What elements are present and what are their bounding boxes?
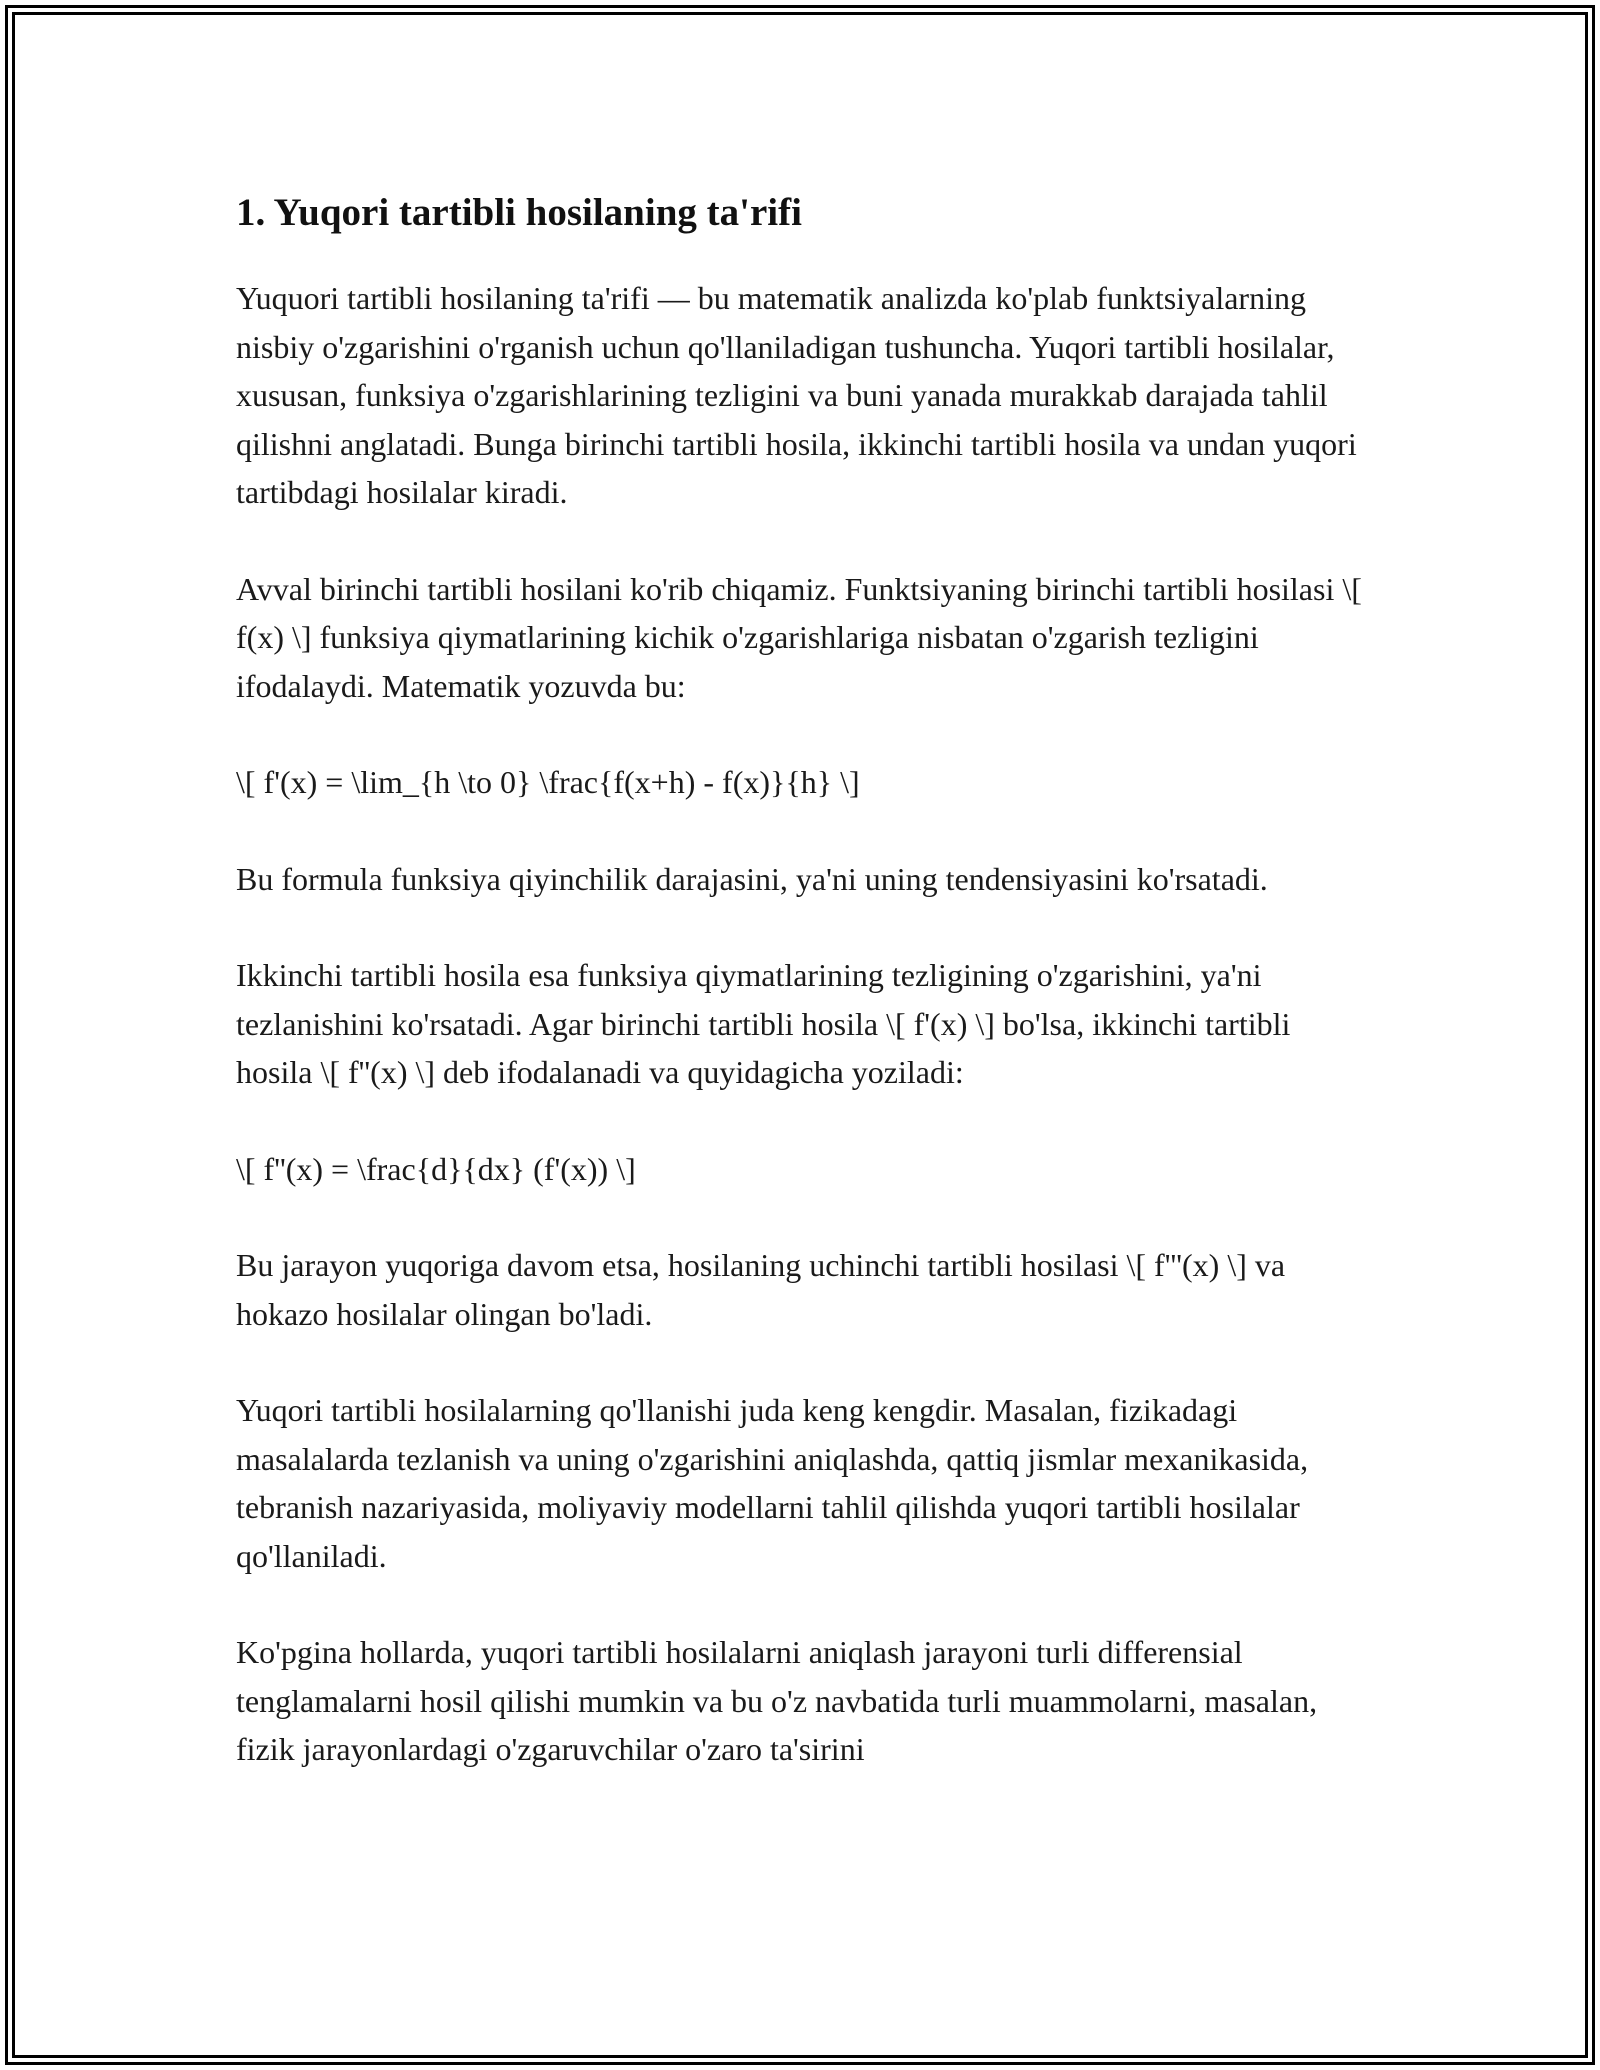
paragraph-differential-equations: Ko'pgina hollarda, yuqori tartibli hosilalarni aniqlash jarayoni turli differensial tenglamalarni hosil qilishi mumkin va bu o'z navbatida turli muammolarni, masalan, fizik jarayonlardagi o'zgaruvchilar o'zaro ta'sirini: [236, 1634, 1318, 1767]
paragraph-definition: Yuquori tartibli hosilaning ta'rifi — bu matematik analizda ko'plab funktsiyalarning nisbiy o'zgarishini o'rganish uchun qo'llaniladigan tushuncha. Yuqori tartibli hosilalar, xususan, funksiya o'zgarishlarining tezligini va buni yanada murakkab darajada tahlil qilishni anglatadi. Bunga birinchi tartibli hosila, ikkinchi tartibli hosila va undan yuqori tartibdagi hosilalar kiradi.: [236, 280, 1357, 510]
paragraph-formula-meaning: Bu formula funksiya qiyinchilik darajasini, ya'ni uning tendensiyasini ko'rsatadi.: [236, 860, 1268, 897]
section-heading: 1. Yuqori tartibli hosilaning ta'rifi: [236, 191, 802, 234]
paragraph-second-derivative: Ikkinchi tartibli hosila esa funksiya qiymatlarining tezligining o'zgarishini, ya'ni tezlanishini ko'rsatadi. Agar birinchi tartibli hosila \[ f'(x) \] bo'lsa, ikkinchi tartibli hosila \[ f''(x) \] deb ifodalanadi va quyidagicha yoziladi:: [236, 957, 1291, 1090]
paragraph-applications: Yuqori tartibli hosilalarning qo'llanishi juda keng kengdir. Masalan, fizikadagi masalalarda tezlanish va uning o'zgarishini aniqlashda, qattiq jismlar mexanikasida, tebranish nazariyasida, moliyaviy modellarni tahlil qilishda yuqori tartibli hosilalar qo'llaniladi.: [236, 1392, 1309, 1574]
formula-first-derivative: \[ f'(x) = \lim_{h \to 0} \frac{f(x+h) - f(x)}{h} \]: [236, 764, 860, 800]
formula-second-derivative: \[ f''(x) = \frac{d}{dx} (f'(x)) \]: [236, 1150, 636, 1187]
document-body: [236, 186, 1364, 1822]
paragraph-third-derivative: Bu jarayon yuqoriga davom etsa, hosilaning uchinchi tartibli hosilasi \[ f'''(x) \] va hokazo hosilalar olingan bo'ladi.: [236, 1247, 1286, 1332]
paragraph-first-derivative: Avval birinchi tartibli hosilani ko'rib chiqamiz. Funktsiyaning birinchi tartibli hosilasi \[ f(x) \] funksiya qiymatlarining kichik o'zgarishlariga nisbatan o'zgarish tezligini ifodalaydi. Matematik yozuvda bu:: [236, 570, 1362, 704]
